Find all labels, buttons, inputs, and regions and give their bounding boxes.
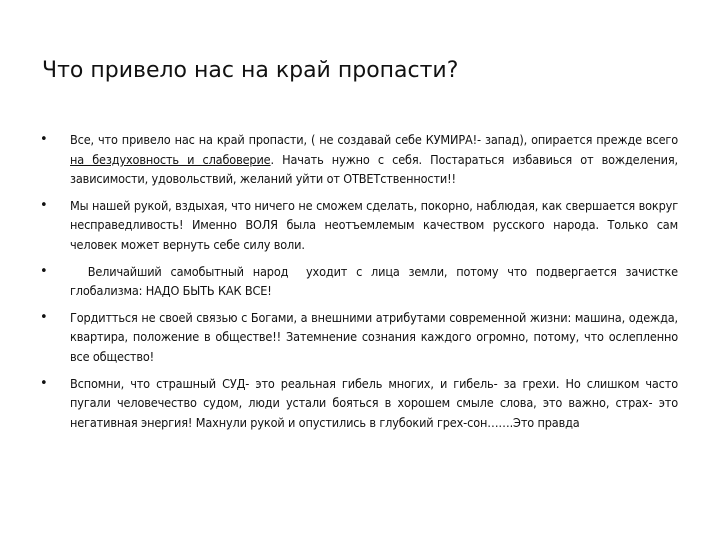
bullet-text-4: Гордитться не своей связью с Богами, а внешними атрибутами современной жизни: машина, одежда, квартира, положение в обществе!! Затемнение сознания каждого огромно, потому, что ослепленно все общество! [70,309,678,364]
bullet-list [36,130,682,439]
bullet-text-1-start: Все, что привело нас на край пропасти, ( не создавай себе КУМИРА!- запад), опирается прежде всего [70,132,678,147]
bullet-text-1-end: . Начать нужно с себя. Постараться избавиься от вожделения, зависимости, удовольствий, желаний уйти от ОТВЕТственности!! [70,151,678,187]
bullet-item-2 [36,196,678,255]
underlined-phrase: на бездуховность и слабоверие [70,151,271,167]
bullet-marker: • [40,375,48,391]
bullet-item-3 [36,262,682,301]
bullet-marker: • [40,197,48,213]
bullet-text-5: Вспомни, что страшный СУД- это реальная гибель многих, и гибель- за грехи. Но слишком часто пугали человечество судом, люди устали бояться в хорошем смыле слова, это важно, страх- это негативная энергия! Махнули рукой и опустились в глубокий грех-сон…….Это правда [70,375,678,430]
bullet-marker: • [40,309,48,325]
slide-title: Что привело нас на край пропасти? [42,58,459,83]
bullet-text-2: Мы нашей рукой, вздыхая, что ничего не сможем сделать, покорно, наблюдая, как свершается вокруг несправедливость! Именно ВОЛЯ была неотъемлемым качеством русского народа. Только сам человек может вернуть себе силу воли. [70,197,678,252]
bullet-marker: • [40,132,48,147]
bullet-text-1 [70,130,678,189]
bullet-marker: • [40,263,48,279]
bullet-item-4 [36,308,678,367]
bullet-text-3: Величайший самобытный народ уходит с лица земли, потому что подвергается зачистке глобализма: НАДО БЫТЬ КАК ВСЕ! [70,263,682,299]
bullet-item-1 [36,130,678,189]
bullet-item-5 [36,374,678,433]
